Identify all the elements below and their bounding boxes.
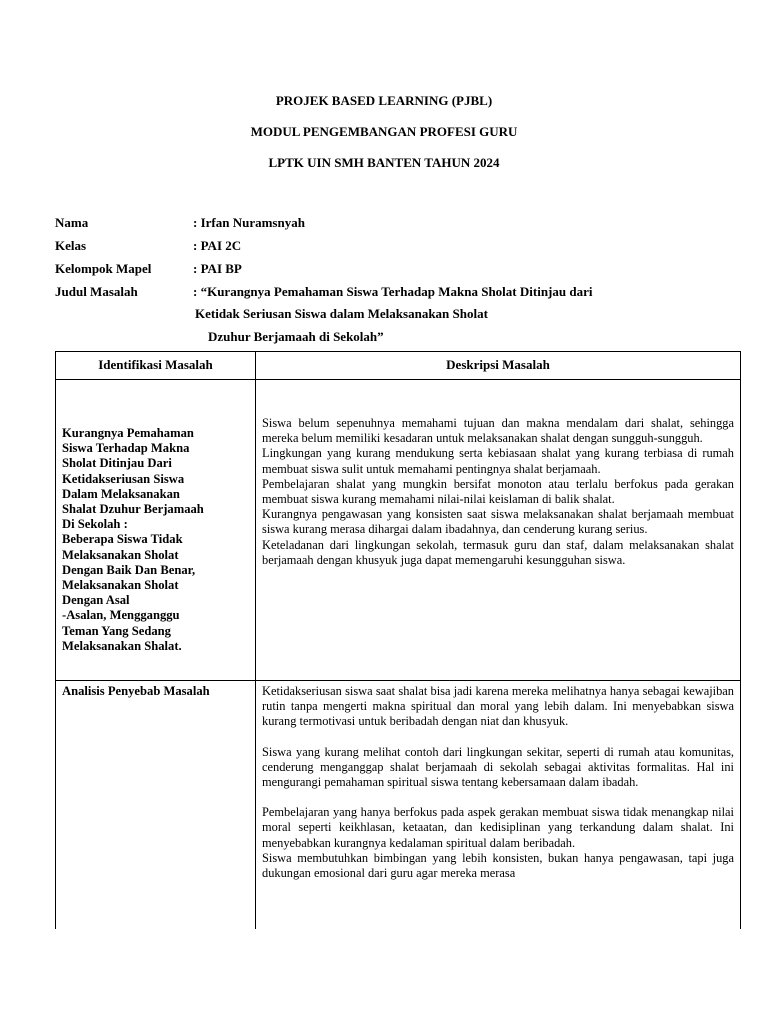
identifikasi-line: Teman Yang Sedang <box>62 623 171 638</box>
identifikasi-line: Ketidakseriusan Siswa <box>62 471 185 486</box>
identifikasi-line: Melaksanakan Shalat. <box>62 638 182 653</box>
deskripsi-paragraph: Kurangnya pengawasan yang konsisten saat siswa melaksanakan shalat berjamaah membuat siswa kurang merasa dihargai dalam ibadahnya, dan cenderung kurang serius. <box>262 507 734 537</box>
table-border-left <box>55 351 56 929</box>
kelompok-value: : PAI BP <box>193 261 242 276</box>
doc-subtitle-institution: LPTK UIN SMH BANTEN TAHUN 2024 <box>268 155 500 170</box>
judul-line-2: Ketidak Seriusan Siswa dalam Melaksanakan Sholat <box>195 306 488 321</box>
deskripsi-cell <box>262 416 734 568</box>
identifikasi-line: Di Sekolah : <box>62 517 128 532</box>
identifikasi-line: Dengan Baik Dan Benar, <box>62 562 196 577</box>
analisis-paragraph: Pembelajaran yang hanya berfokus pada aspek gerakan membuat siswa tidak menangkap nilai moral seperti keikhlasan, ketaatan, dan kedisiplinan yang terkandung dalam shalat. Ini menyebabkan kurangnya kedalaman spiritual dalam beribadah. <box>262 805 734 850</box>
identifikasi-line: Melaksanakan Sholat <box>62 547 179 562</box>
identifikasi-line: Kurangnya Pemahaman <box>62 426 194 440</box>
analisis-paragraph: Ketidakseriusan siswa saat shalat bisa jadi karena mereka melihatnya hanya sebagai kewajiban rutin tanpa mengerti makna spiritual dan moral yang lebih dalam. Ini menyebabkan siswa kurang termotivasi untuk beribadah dengan niat dan khusyuk. <box>262 684 734 729</box>
identifikasi-line: Melaksanakan Sholat <box>62 578 179 593</box>
table-row-divider <box>55 680 741 681</box>
kelas-value: : PAI 2C <box>193 238 242 253</box>
doc-subtitle: MODUL PENGEMBANGAN PROFESI GURU <box>250 124 518 139</box>
table-border-right <box>740 351 741 929</box>
analisis-label: Analisis Penyebab Masalah <box>62 684 210 698</box>
identifikasi-line: Siswa Terhadap Makna <box>62 441 190 456</box>
identifikasi-line: Dengan Asal <box>62 593 130 608</box>
analisis-paragraph: Siswa membutuhkan bimbingan yang lebih konsisten, bukan hanya pengawasan, tapi juga dukungan emosional dari guru agar mereka merasa <box>262 850 734 881</box>
kelompok-label: Kelompok Mapel <box>55 261 152 276</box>
identifikasi-line: Beberapa Siswa Tidak <box>62 532 183 547</box>
deskripsi-paragraph: Keteladanan dari lingkungan sekolah, termasuk guru dan staf, dalam melaksanakan shalat berjamaah dengan khusyuk juga dapat memengaruhi kesungguhan siswa. <box>262 537 734 567</box>
identifikasi-line: Dalam Melaksanakan <box>62 486 180 501</box>
analisis-cell <box>262 684 734 881</box>
identifikasi-line: Sholat Ditinjau Dari <box>62 456 172 471</box>
judul-label: Judul Masalah <box>55 284 138 299</box>
nama-label: Nama <box>55 215 89 230</box>
table-header-divider <box>55 379 741 380</box>
nama-value: : Irfan Nuramsnyah <box>193 215 305 230</box>
deskripsi-paragraph: Lingkungan yang kurang mendukung serta kebiasaan shalat yang kurang terbiasa di rumah membuat siswa sulit untuk memahami pentingnya shalat berjamaah. <box>262 446 734 476</box>
analisis-paragraph: Siswa yang kurang melihat contoh dari lingkungan sekitar, seperti di rumah atau komunitas, cenderung menganggap shalat berjamaah di sekolah sebagai aktivitas formalitas. Hal ini mengurangi pemahaman spiritual siswa tentang kebersamaan dalam ibadah. <box>262 744 734 790</box>
table-column-divider <box>255 351 256 929</box>
judul-line-3: Dzuhur Berjamaah di Sekolah” <box>208 329 384 344</box>
doc-title: PROJEK BASED LEARNING (PJBL) <box>275 93 493 108</box>
identifikasi-line: Shalat Dzuhur Berjamaah <box>62 502 204 517</box>
table-border-top <box>55 351 741 352</box>
column-header-deskripsi: Deskripsi Masalah <box>446 357 550 372</box>
identifikasi-cell <box>62 426 248 654</box>
deskripsi-paragraph: Pembelajaran shalat yang mungkin bersifat monoton atau terlalu berfokus pada gerakan membuat siswa kurang memahami nilai-nilai keislaman di balik shalat. <box>262 476 734 507</box>
identifikasi-line: -Asalan, Mengganggu <box>62 608 180 623</box>
deskripsi-paragraph: Siswa belum sepenuhnya memahami tujuan dan makna mendalam dari shalat, sehingga mereka belum memiliki kesadaran untuk melaksanakan shalat dengan sungguh-sungguh. <box>262 416 734 446</box>
judul-line-1: : “Kurangnya Pemahaman Siswa Terhadap Makna Sholat Ditinjau dari <box>193 284 593 299</box>
kelas-label: Kelas <box>55 238 87 253</box>
column-header-identifikasi: Identifikasi Masalah <box>98 357 213 372</box>
